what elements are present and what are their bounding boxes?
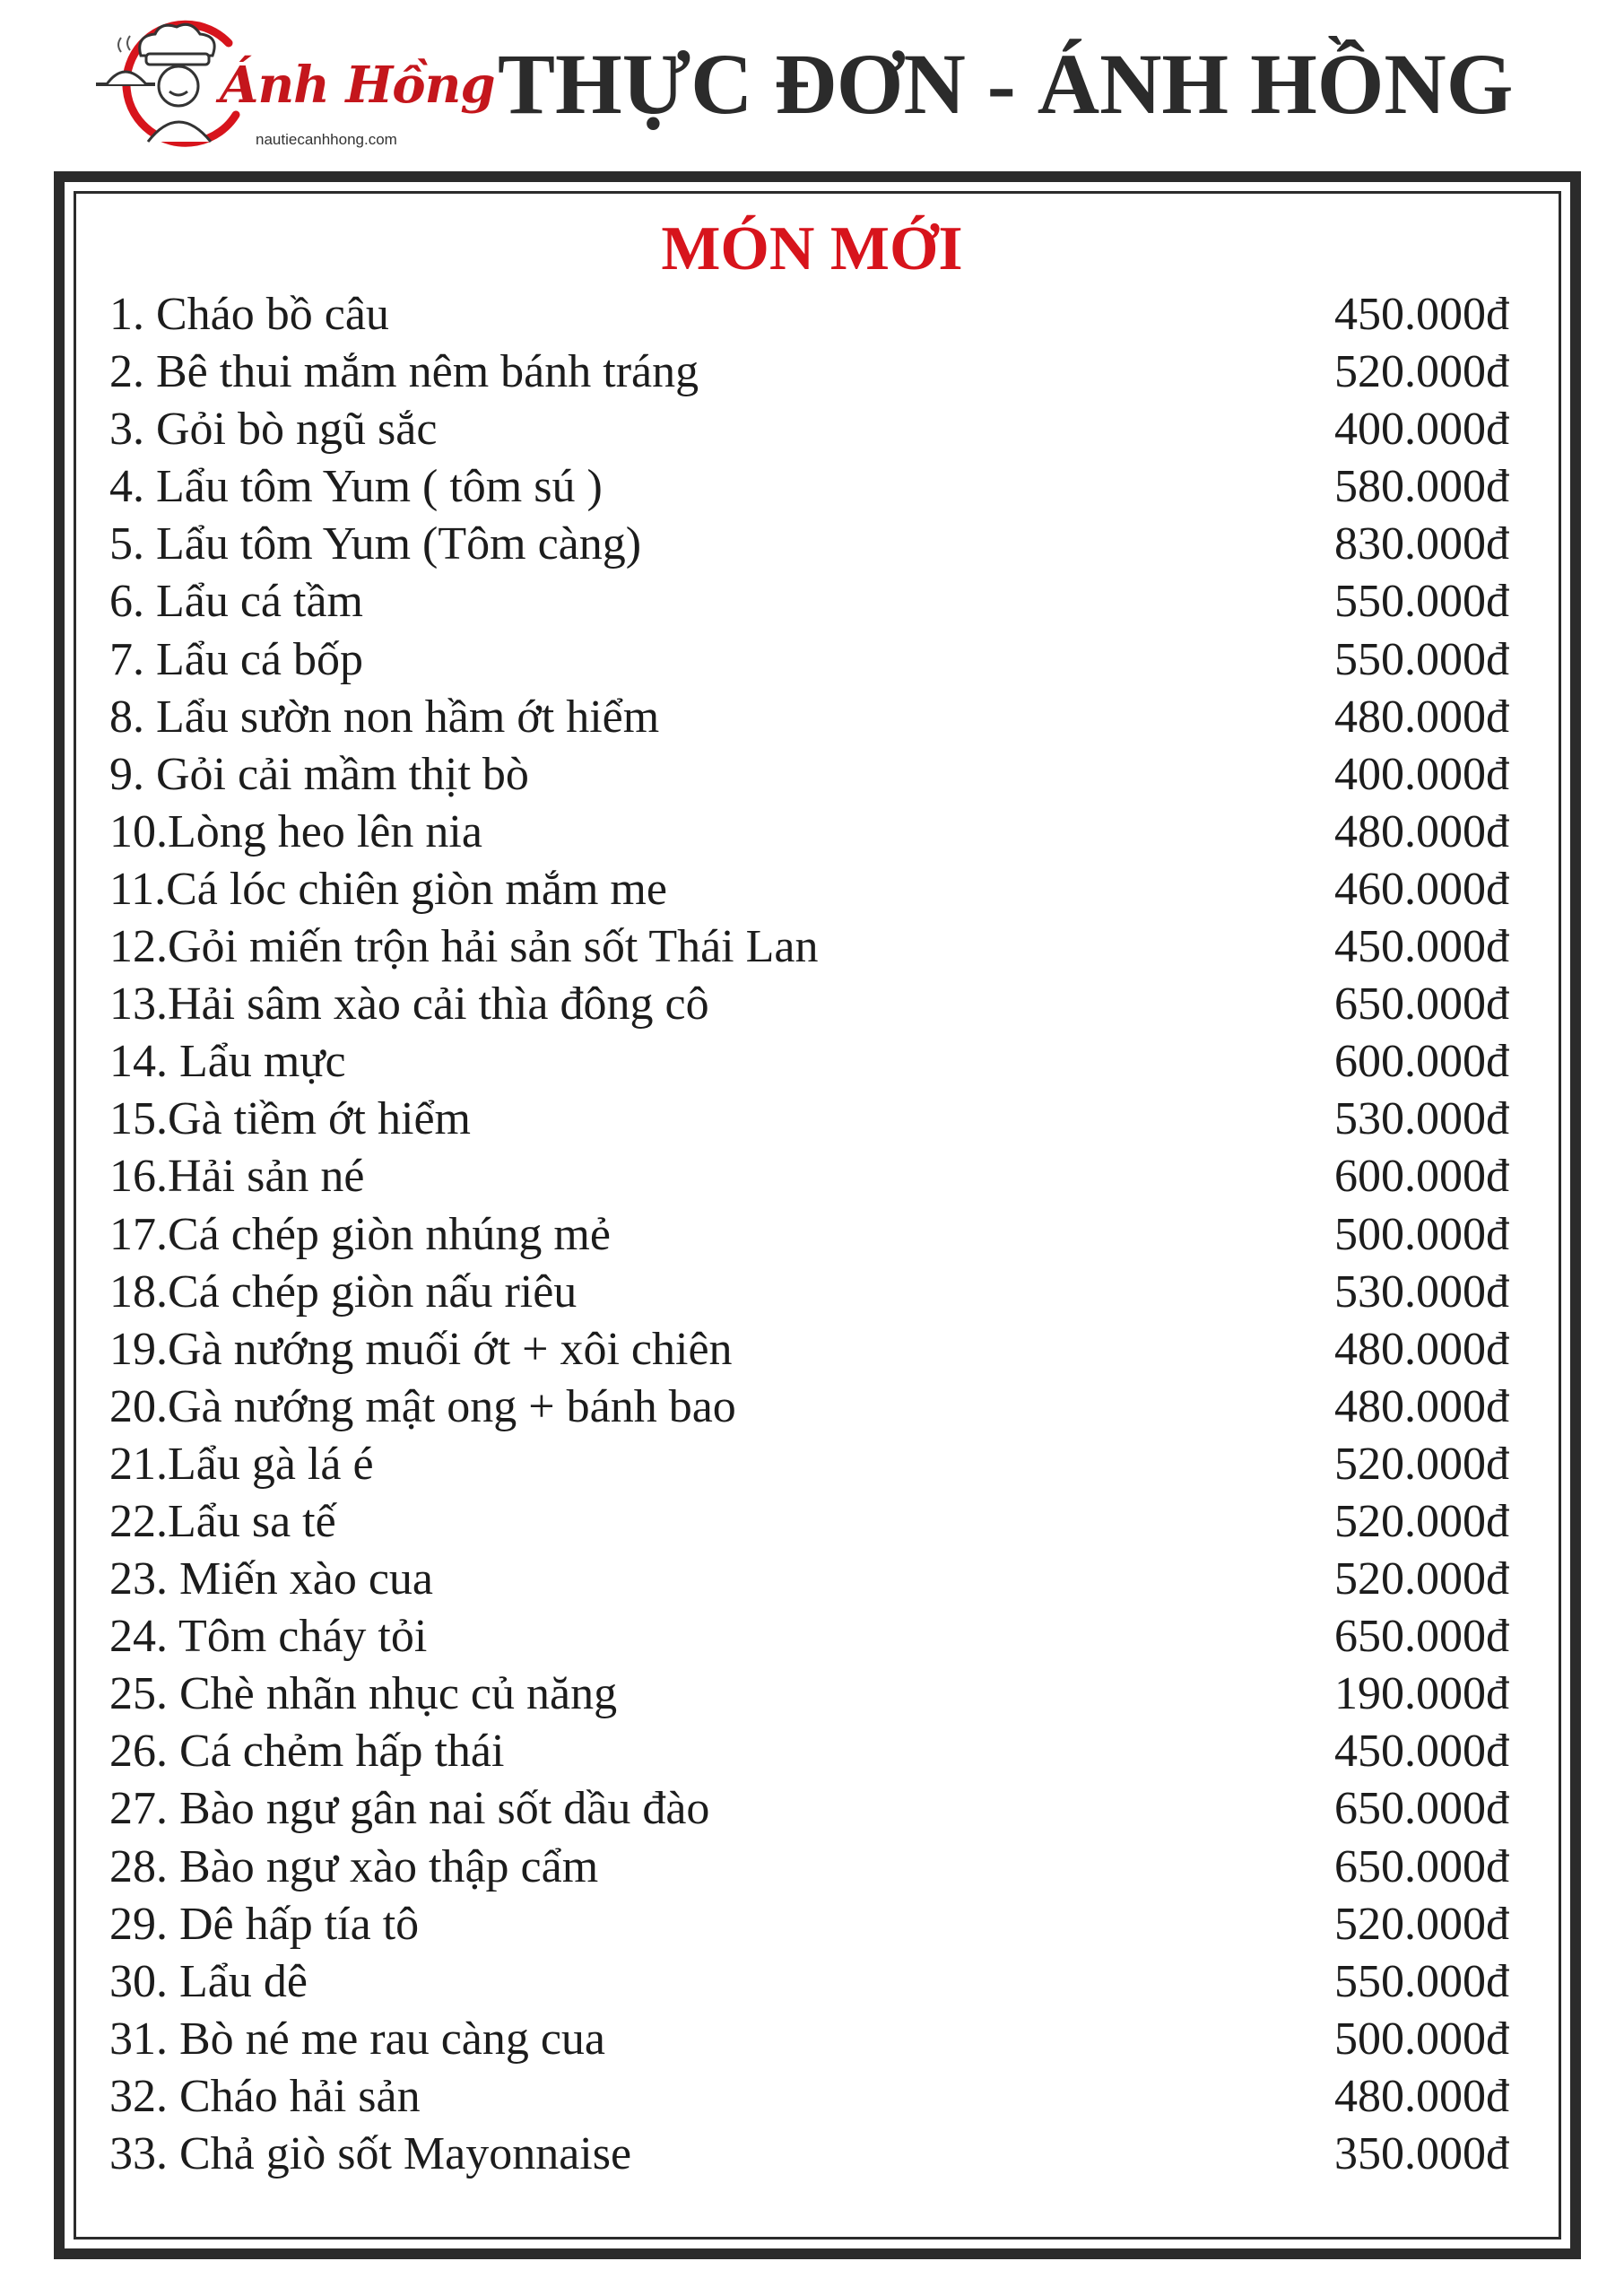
menu-item-name: 32. Cháo hải sản	[109, 2070, 421, 2122]
menu-item-price: 530.000đ	[1334, 1265, 1509, 1318]
logo-url: nautiecanhhong.com	[256, 131, 397, 148]
menu-item	[0, 1551, 1624, 1608]
menu-item-name: 13.Hải sâm xào cải thìa đông cô	[109, 978, 709, 1031]
menu-item-name: 19.Gà nướng muối ớt + xôi chiên	[109, 1323, 733, 1375]
menu-item	[0, 1091, 1624, 1148]
menu-item-price: 450.000đ	[1334, 921, 1509, 973]
menu-item-name: 28. Bào ngư xào thập cẩm	[109, 1840, 599, 1892]
menu-item-name: 20.Gà nướng mật ong + bánh bao	[109, 1380, 736, 1432]
menu-item-price: 480.000đ	[1334, 691, 1509, 743]
menu-item	[0, 861, 1624, 918]
menu-item-name: 18.Cá chép giòn nấu riêu	[109, 1265, 578, 1318]
logo-wordmark: Ánh Hồng	[220, 56, 495, 115]
menu-item	[0, 1321, 1624, 1378]
menu-item-price: 400.000đ	[1334, 748, 1509, 800]
menu-item-price: 650.000đ	[1334, 978, 1509, 1031]
menu-item-price: 350.000đ	[1334, 2128, 1509, 2179]
menu-item-price: 480.000đ	[1334, 1380, 1509, 1432]
menu-item-price: 580.000đ	[1334, 461, 1509, 513]
menu-item-name: 17.Cá chép giòn nhúng mẻ	[109, 1208, 611, 1260]
menu-item-price: 520.000đ	[1334, 1495, 1509, 1547]
menu-item-price: 480.000đ	[1334, 1323, 1509, 1375]
menu-item	[0, 286, 1624, 344]
menu-item	[0, 1665, 1624, 1723]
menu-item-name: 10.Lòng heo lên nia	[109, 805, 482, 857]
menu-item	[0, 1264, 1624, 1321]
menu-item	[0, 516, 1624, 573]
section-title: MÓN MỚI	[661, 214, 963, 283]
menu-item-name: 23. Miến xào cua	[109, 1553, 434, 1605]
menu-item	[0, 918, 1624, 976]
menu-item-price: 830.000đ	[1334, 518, 1509, 570]
menu-item	[0, 1148, 1624, 1205]
menu-item-price: 650.000đ	[1334, 1840, 1509, 1892]
menu-item-name: 16.Hải sản né	[109, 1151, 365, 1203]
menu-item-price: 190.000đ	[1334, 1668, 1509, 1720]
menu-item-price: 550.000đ	[1334, 1955, 1509, 2007]
menu-item-name: 27. Bào ngư gân nai sốt dầu đào	[109, 1783, 710, 1835]
menu-item	[0, 2126, 1624, 2183]
menu-item-name: 1. Cháo bồ câu	[109, 289, 389, 340]
menu-item-price: 480.000đ	[1334, 2070, 1509, 2122]
menu-item-name: 3. Gỏi bò ngũ sắc	[109, 404, 438, 456]
header	[0, 0, 1624, 166]
menu-item-name: 29. Dê hấp tía tô	[109, 1898, 420, 1950]
menu-item	[0, 1953, 1624, 2011]
menu-item-price: 550.000đ	[1334, 576, 1509, 628]
menu-item	[0, 804, 1624, 861]
menu-item-price: 520.000đ	[1334, 1553, 1509, 1605]
menu-item	[0, 746, 1624, 804]
menu-item-price: 480.000đ	[1334, 805, 1509, 857]
menu-item-price: 550.000đ	[1334, 633, 1509, 685]
menu-item	[0, 458, 1624, 516]
menu-item-price: 650.000đ	[1334, 1783, 1509, 1835]
page-title: THỰC ĐƠN - ÁNH HỒNG	[498, 36, 1514, 132]
menu-item	[0, 1839, 1624, 1896]
menu-item	[0, 1780, 1624, 1838]
menu-item-price: 600.000đ	[1334, 1151, 1509, 1203]
menu-item-name: 21.Lẩu gà lá é	[109, 1438, 374, 1490]
menu-item-price: 520.000đ	[1334, 1898, 1509, 1950]
menu-item-name: 33. Chả giò sốt Mayonnaise	[109, 2128, 632, 2179]
menu-item	[0, 2011, 1624, 2068]
menu-item-price: 650.000đ	[1334, 1611, 1509, 1663]
menu-item-name: 4. Lẩu tôm Yum ( tôm sú )	[109, 461, 603, 513]
menu-list	[0, 286, 1624, 2183]
menu-item	[0, 1608, 1624, 1665]
menu-item-name: 12.Gỏi miến trộn hải sản sốt Thái Lan	[109, 921, 819, 973]
menu-item	[0, 1723, 1624, 1780]
menu-item-name: 24. Tôm cháy tỏi	[109, 1611, 428, 1663]
menu-item	[0, 344, 1624, 401]
menu-item-name: 15.Gà tiềm ớt hiểm	[109, 1093, 471, 1145]
menu-item-price: 400.000đ	[1334, 404, 1509, 456]
menu-item	[0, 573, 1624, 631]
menu-item-name: 31. Bò né me rau càng cua	[109, 2013, 606, 2065]
menu-item-name: 2. Bê thui mắm nêm bánh tráng	[109, 346, 699, 398]
menu-item-price: 500.000đ	[1334, 2013, 1509, 2065]
menu-item	[0, 1033, 1624, 1091]
menu-item	[0, 1206, 1624, 1264]
menu-item-price: 460.000đ	[1334, 863, 1509, 915]
menu-item-name: 7. Lẩu cá bốp	[109, 633, 364, 685]
menu-item-name: 11.Cá lóc chiên giòn mắm me	[109, 863, 667, 915]
menu-item	[0, 1896, 1624, 1953]
menu-item	[0, 631, 1624, 689]
menu-item	[0, 1493, 1624, 1551]
menu-item	[0, 689, 1624, 746]
menu-item-name: 30. Lẩu dê	[109, 1955, 308, 2007]
menu-item	[0, 401, 1624, 458]
menu-item	[0, 1378, 1624, 1436]
menu-item-price: 530.000đ	[1334, 1093, 1509, 1145]
menu-item-price: 450.000đ	[1334, 289, 1509, 340]
menu-item-name: 5. Lẩu tôm Yum (Tôm càng)	[109, 518, 642, 570]
menu-item-name: 22.Lẩu sa tế	[109, 1495, 336, 1547]
menu-item-name: 14. Lẩu mực	[109, 1036, 346, 1088]
menu-item	[0, 976, 1624, 1033]
menu-item-price: 520.000đ	[1334, 1438, 1509, 1490]
menu-item-name: 8. Lẩu sườn non hầm ớt hiểm	[109, 691, 660, 743]
menu-item-price: 500.000đ	[1334, 1208, 1509, 1260]
menu-item-price: 450.000đ	[1334, 1726, 1509, 1778]
menu-item	[0, 2068, 1624, 2126]
menu-item-name: 6. Lẩu cá tầm	[109, 576, 363, 628]
menu-item-price: 520.000đ	[1334, 346, 1509, 398]
menu-item-name: 9. Gỏi cải mầm thịt bò	[109, 748, 529, 800]
brand-logo	[94, 16, 495, 160]
menu-item-name: 26. Cá chẻm hấp thái	[109, 1726, 505, 1778]
menu-item-price: 600.000đ	[1334, 1036, 1509, 1088]
menu-item	[0, 1436, 1624, 1493]
menu-item-name: 25. Chè nhãn nhục củ năng	[109, 1668, 618, 1720]
